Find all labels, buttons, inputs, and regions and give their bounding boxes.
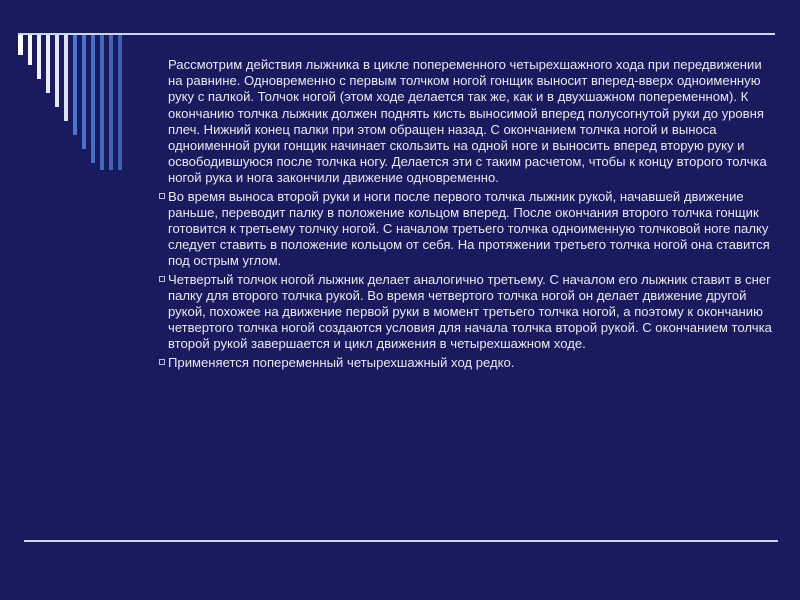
paragraph-text: Рассмотрим действия лыжника в цикле попеременного четырехшажного хода при передвижении на равнине. Одновременно с первым толчком ногой гонщик выносит вперед-вверх одноименную руку с палкой. Толчок ногой (этом ходе делается так же, как и в двухшажном попеременном). К окончанию толчка лыжник должен поднять кисть выносимой вперед полусогнутой руки до уровня плеч. Нижний конец палки при этом обращен назад. С окончанием толчка ногой и выноса одноименной руки гонщик начинает скользить на одной ноге и выносить вперед вторую руку и освободившуюся после толчка ногу. Делается эти с таким расчетом, чтобы к концу второго толчка ногой рука и нога закончили движение одновременно. xyxy=(168,57,767,186)
square-bullet-icon xyxy=(159,276,165,282)
intro-paragraph xyxy=(152,57,772,187)
decorative-bar xyxy=(64,35,68,121)
decorative-bar xyxy=(100,35,104,170)
decorative-bar xyxy=(118,35,122,170)
decorative-bars xyxy=(0,0,140,170)
paragraph-text: Во время выноса второй руки и ноги после первого толчка лыжник рукой, начавшей движение раньше, переводит палку в положение кольцом вперед. После окончания второго толчка гонщик готовится к третьему толчку ногой. С началом третьего толчка одноименную толчковой ноге палку следует ставить в положение кольцом от себя. На протяжении третьего толчка ногой она ставится под острым углом. xyxy=(168,188,770,269)
decorative-bar xyxy=(109,35,113,170)
paragraph-text: Четвертый толчок ногой лыжник делает аналогично третьему. С началом его лыжник ставит в снег палку для второго толчка рукой. Во время четвертого толчка ногой он делает движение другой рукой, похожее на движение первой руки в момент третьего толчка ногой, а поэтому к окончанию четвертого толчка ногой создаются условия для начала толчка второй рукой. С окончанием толчка второй рукой завершается и цикл движения в четырехшажном ходе. xyxy=(168,271,772,352)
square-bullet-icon xyxy=(159,193,165,199)
decorative-bar xyxy=(55,35,59,107)
decorative-bar xyxy=(82,35,86,149)
bottom-divider-line xyxy=(24,540,778,542)
bullet-paragraph xyxy=(152,355,772,371)
top-divider-line xyxy=(18,33,775,35)
decorative-bar xyxy=(37,35,41,79)
square-bullet-icon xyxy=(159,359,165,365)
decorative-bar xyxy=(73,35,77,135)
slide-text-body xyxy=(152,57,772,373)
bullet-paragraph xyxy=(152,272,772,353)
paragraph-text: Применяется попеременный четырехшажный ход редко. xyxy=(168,354,515,370)
decorative-bar xyxy=(91,35,95,163)
decorative-bar xyxy=(28,35,32,65)
bullet-paragraph xyxy=(152,189,772,270)
decorative-bar xyxy=(18,35,23,55)
decorative-bar xyxy=(46,35,50,93)
